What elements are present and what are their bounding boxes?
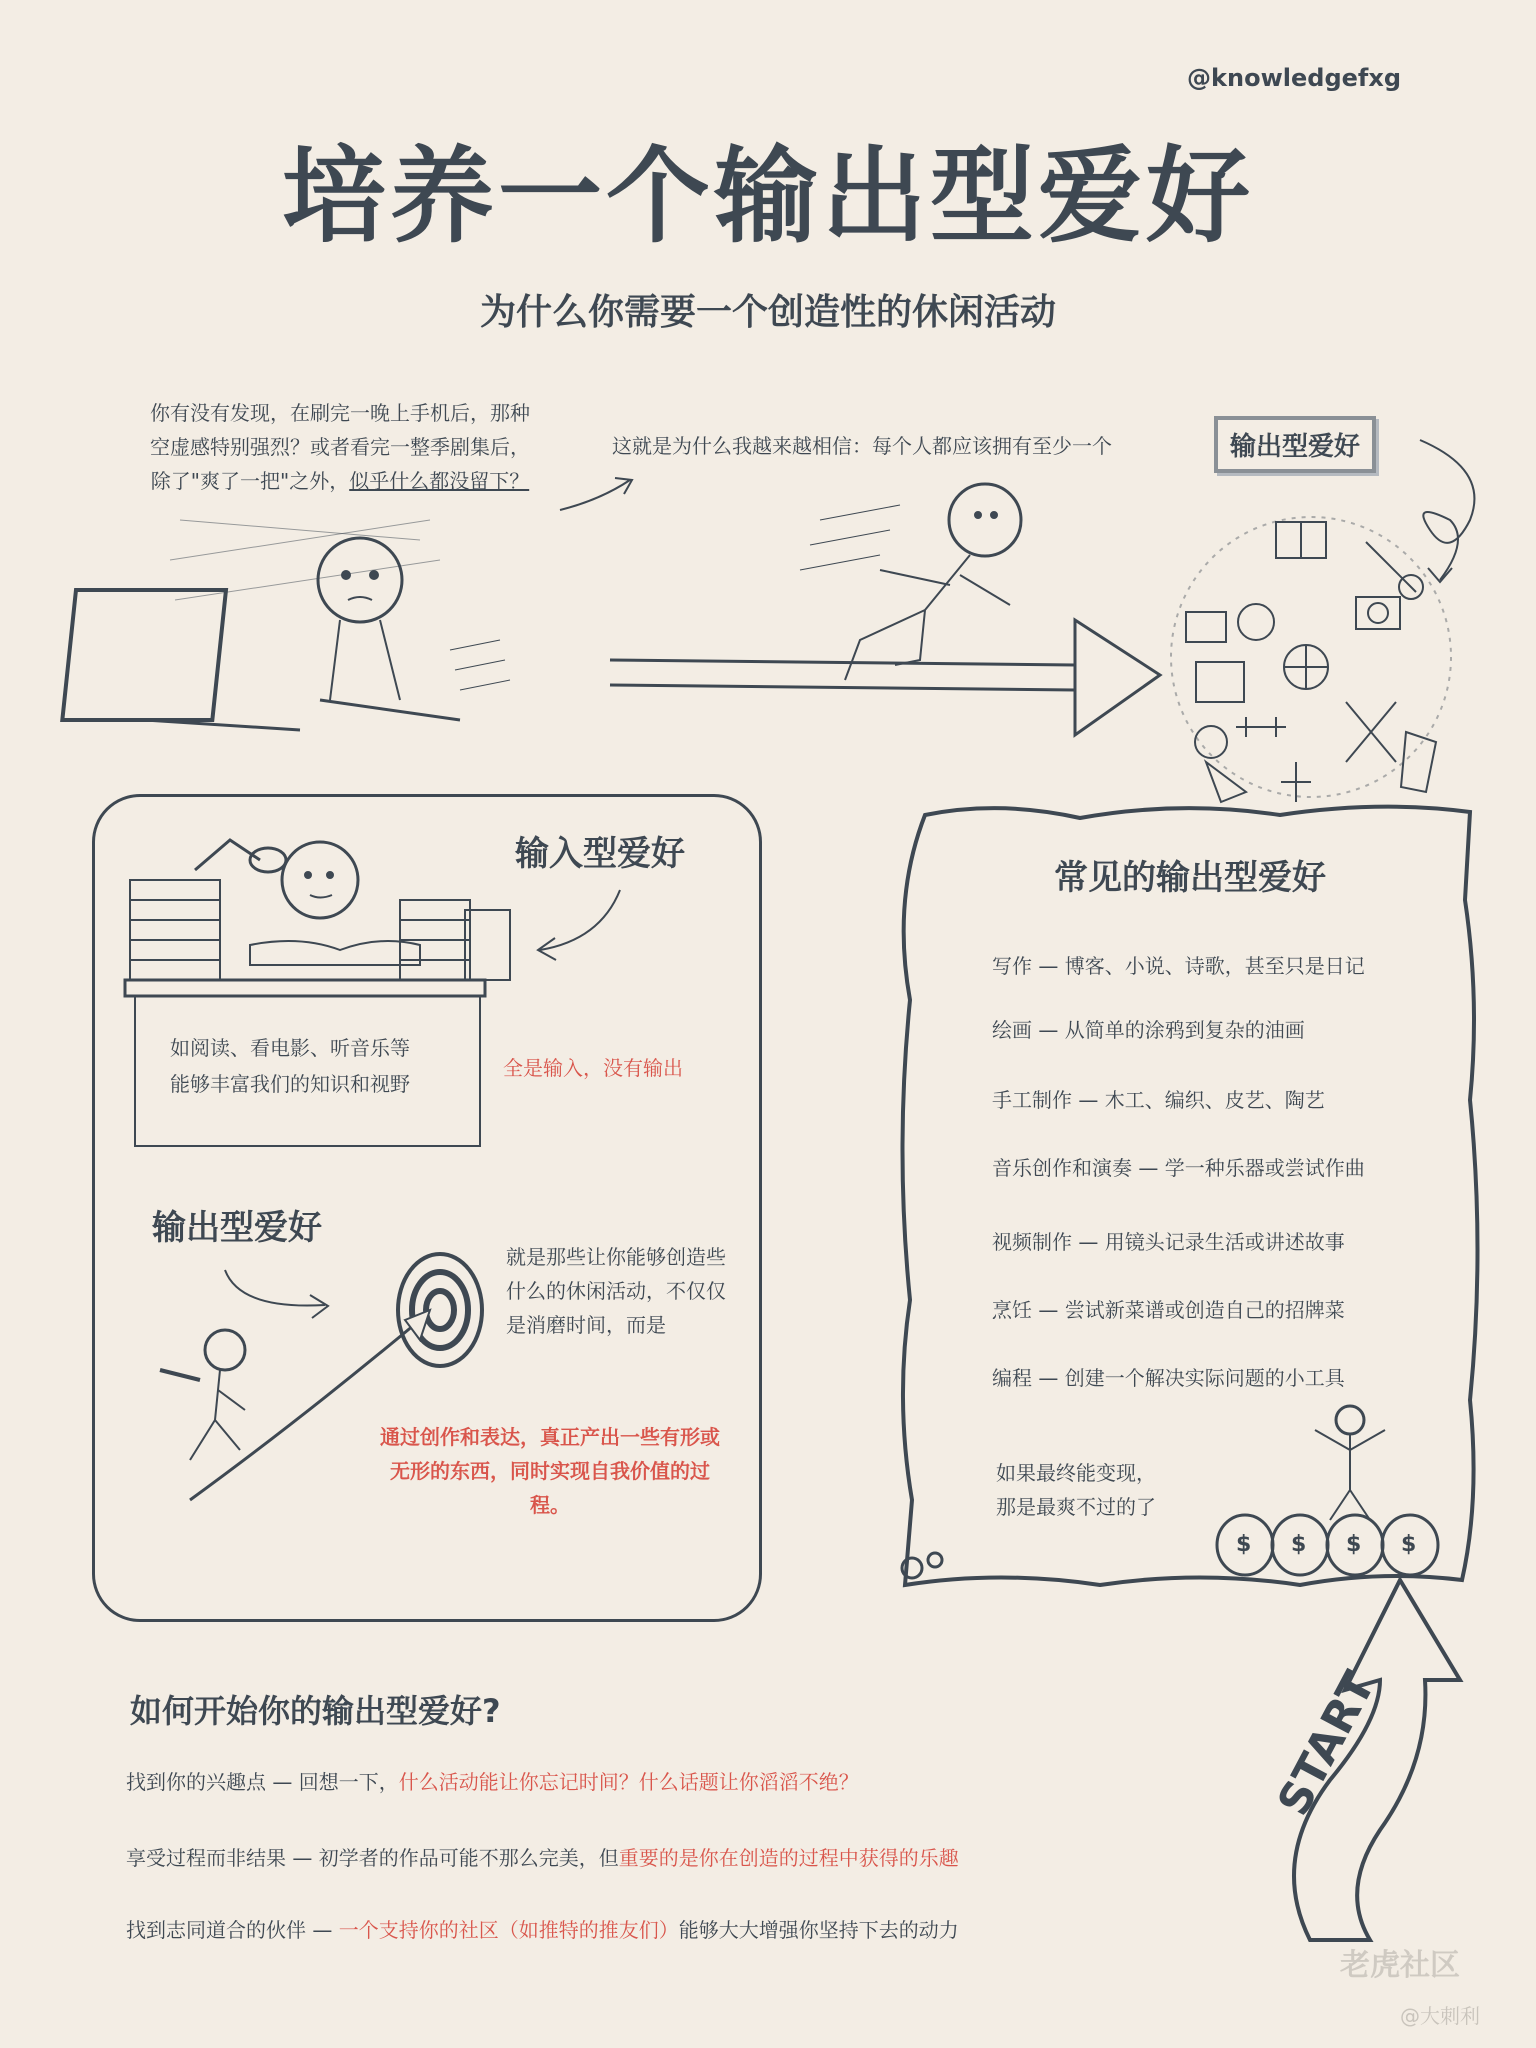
- hobby-icons-cluster: [1166, 502, 1456, 812]
- hobby-item-painting: 绘画 — 从简单的涂鸦到复杂的油画: [992, 1018, 1305, 1042]
- money-bag-symbol: $: [1401, 1532, 1417, 1557]
- step-2-red: 重要的是你在创造的过程中获得的乐趣: [618, 1846, 959, 1870]
- watermark-site: 老虎社区: [1340, 1948, 1460, 1983]
- ball-icon: [1195, 726, 1227, 758]
- step-3-red: 一个支持你的社区（如推特的推友们）: [338, 1918, 679, 1942]
- page-title: 培养一个输出型爱好: [281, 135, 1254, 257]
- money-bag-symbol: $: [1346, 1532, 1362, 1557]
- dumbbell-icon: [1236, 717, 1286, 737]
- film-icon: [1196, 662, 1244, 702]
- input-hobby-title: 输入型爱好: [515, 834, 685, 874]
- intro-line-1: 你有没有发现，在刷完一晚上手机后，那种: [150, 401, 530, 425]
- step-find-interest: [126, 1766, 859, 1795]
- watermark-user: @大刺利: [1400, 2004, 1480, 2028]
- output-hobby-desc: 就是那些让你能够创造些什么的休闲活动，不仅仅是消磨时间，而是: [506, 1245, 726, 1337]
- author-handle: @knowledgefxg: [1187, 64, 1401, 92]
- long-arrow-icon: [610, 620, 1160, 735]
- button-icon: [1238, 604, 1274, 640]
- step-3-tail: 能够大大增强你坚持下去的动力: [678, 1918, 959, 1942]
- output-hobby-badge: 输出型爱好: [1214, 416, 1376, 473]
- step-find-partners: [126, 1914, 959, 1943]
- hobby-item-video: 视频制作 — 用镜头记录生活或讲述故事: [992, 1230, 1345, 1254]
- plant-icon: [1281, 762, 1311, 802]
- hobby-item-coding: 编程 — 创建一个解决实际问题的小工具: [992, 1366, 1345, 1390]
- monetize-note: [996, 1456, 1156, 1524]
- monetize-line-1: 如果最终能变现，: [996, 1461, 1156, 1485]
- guitar-icon: [1366, 542, 1416, 592]
- scroll-border: [903, 807, 1478, 1585]
- hobby-item-cooking: 烹饪 — 尝试新菜谱或创造自己的招牌菜: [992, 1298, 1345, 1322]
- how-to-start-title: 如何开始你的输出型爱好?: [130, 1692, 501, 1730]
- intro-line-3-prefix: 除了"爽了一把"之外，: [150, 469, 350, 493]
- gamepad-icon: [1186, 612, 1226, 642]
- step-1-red: 什么活动能让你忘记时间？什么话题让你滔滔不绝？: [398, 1770, 859, 1794]
- input-desc-line-1: 如阅读、看电影、听音乐等: [170, 1036, 410, 1060]
- running-figure-illustration: [800, 484, 1021, 680]
- start-label: START: [1268, 1663, 1386, 1824]
- input-desc-line-2: 能够丰富我们的知识和视野: [170, 1072, 410, 1096]
- intro-arrow-icon: [560, 480, 630, 510]
- hobby-item-music: 音乐创作和演奏 — 学一种乐器或尝试作曲: [992, 1156, 1365, 1180]
- common-hobbies-title: 常见的输出型爱好: [1054, 858, 1326, 898]
- input-hobby-desc: [170, 1030, 410, 1102]
- output-hobby-title: 输出型爱好: [152, 1208, 322, 1248]
- tired-person-illustration: [62, 520, 510, 730]
- intro-line-3-underline: 似乎什么都没留下？: [349, 469, 530, 493]
- camera-icon: [1356, 597, 1400, 629]
- intro-line-2: 空虚感特别强烈？或者看完一整季剧集后，: [150, 435, 530, 459]
- step-1-plain: 找到你的兴趣点 — 回想一下，: [126, 1770, 399, 1794]
- hobby-item-crafts: 手工制作 — 木工、编织、皮艺、陶艺: [992, 1088, 1325, 1112]
- step-2-plain: 享受过程而非结果 — 初学者的作品可能不那么完美，但: [126, 1846, 619, 1870]
- monetize-line-2: 那是最爽不过的了: [996, 1495, 1156, 1519]
- belief-text: 这就是为什么我越来越相信：每个人都应该拥有至少一个: [612, 434, 1112, 458]
- skate-icon: [1401, 732, 1436, 792]
- page-subtitle: 为什么你需要一个创造性的休闲活动: [479, 292, 1056, 333]
- input-hobby-note: 全是输入，没有输出: [503, 1056, 683, 1080]
- step-3-plain: 找到志同道合的伙伴 —: [126, 1918, 339, 1942]
- money-bag-symbol: $: [1236, 1532, 1252, 1557]
- money-bag-symbol: $: [1291, 1532, 1307, 1557]
- hobby-item-writing: 写作 — 博客、小说、诗歌，甚至只是日记: [992, 954, 1365, 978]
- step-enjoy-process: [126, 1842, 959, 1871]
- tools-icon: [1346, 702, 1396, 762]
- output-hobby-highlight: 通过创作和表达，真正产出一些有形或无形的东西，同时实现自我价值的过程。: [380, 1425, 720, 1517]
